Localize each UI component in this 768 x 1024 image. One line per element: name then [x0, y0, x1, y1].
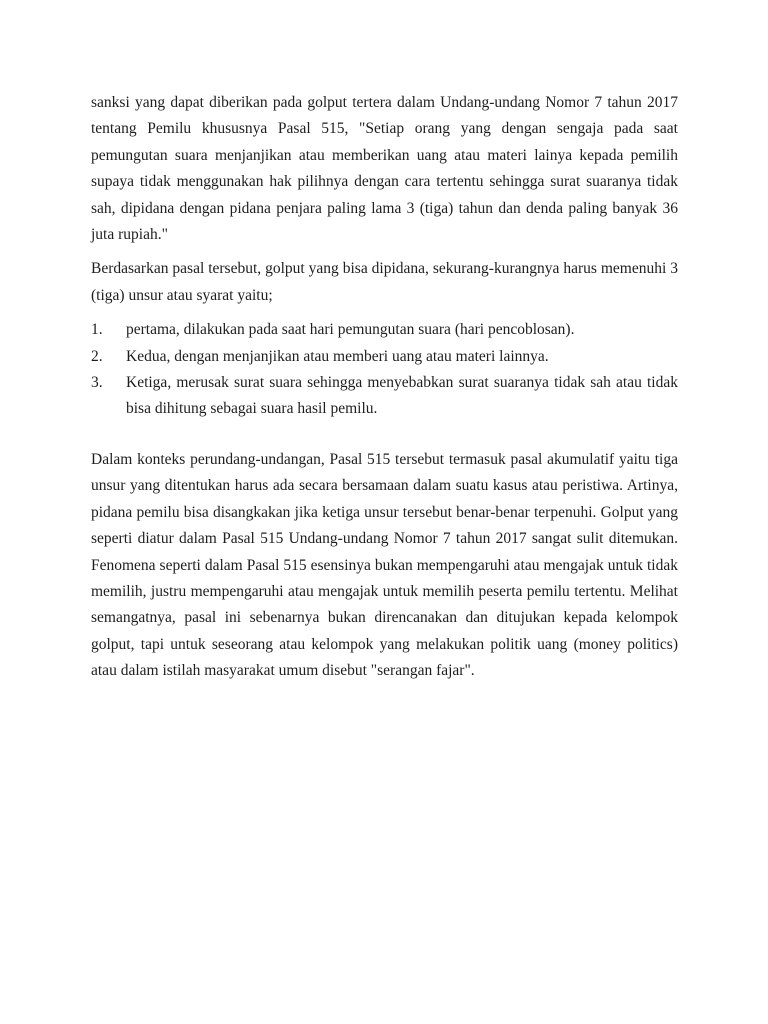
list-item-number: 2. — [91, 347, 103, 365]
paragraph-sanction: sanksi yang dapat diberikan pada golput tertera dalam Undang-undang Nomor 7 tahun 2017 tentang Pemilu khususnya Pasal 515, "Setiap orang yang dengan sengaja pada saat pemungutan suara menjanjikan atau memberikan uang atau materi lainya kepada pemilih supaya tidak menggunakan hak pilihnya dengan cara tertentu sehingga surat suaranya tidak sah, dipidana dengan pidana penjara paling lama 3 (tiga) tahun dan denda paling banyak 36 juta rupiah." — [91, 94, 678, 244]
list-item-text: pertama, dilakukan pada saat hari pemungutan suara (hari pencoblosan). — [126, 321, 575, 339]
requirements-list — [91, 317, 678, 423]
paragraph-context: Dalam konteks perundang-undangan, Pasal 515 tersebut termasuk pasal akumulatif yaitu tiga unsur yang ditentukan harus ada secara bersamaan dalam suatu kasus atau peristiwa. Artinya, pidana pemilu bisa disangkakan jika ketiga unsur tersebut benar-benar terpenuhi. Golput yang seperti diatur dalam Pasal 515 Undang-undang Nomor 7 tahun 2017 sangat sulit ditemukan. Fenomena seperti dalam Pasal 515 esensinya bukan mempengaruhi atau mengajak untuk tidak memilih, justru mempengaruhi atau mengajak untuk memilih peserta pemilu tertentu. Melihat semangatnya, pasal ini sebenarnya bukan direncanakan dan ditujukan kepada kelompok golput, tapi untuk seseorang atau kelompok yang melakukan politik uang (money politics) atau dalam istilah masyarakat umum disebut "serangan fajar". — [91, 450, 678, 680]
list-item-number: 3. — [91, 374, 103, 392]
list-item — [91, 344, 678, 370]
document-body — [91, 90, 678, 685]
list-item-number: 1. — [91, 321, 103, 339]
list-item-text: Ketiga, merusak surat suara sehingga menyebabkan surat suaranya tidak sah atau tidak bisa dihitung sebagai suara hasil pemilu. — [126, 374, 678, 418]
list-item — [91, 317, 678, 343]
paragraph-requirements-intro: Berdasarkan pasal tersebut, golput yang bisa dipidana, sekurang-kurangnya harus memenuhi 3 (tiga) unsur atau syarat yaitu; — [91, 260, 678, 304]
list-item-text: Kedua, dengan menjanjikan atau memberi uang atau materi lainnya. — [126, 347, 549, 365]
list-item — [91, 370, 678, 423]
